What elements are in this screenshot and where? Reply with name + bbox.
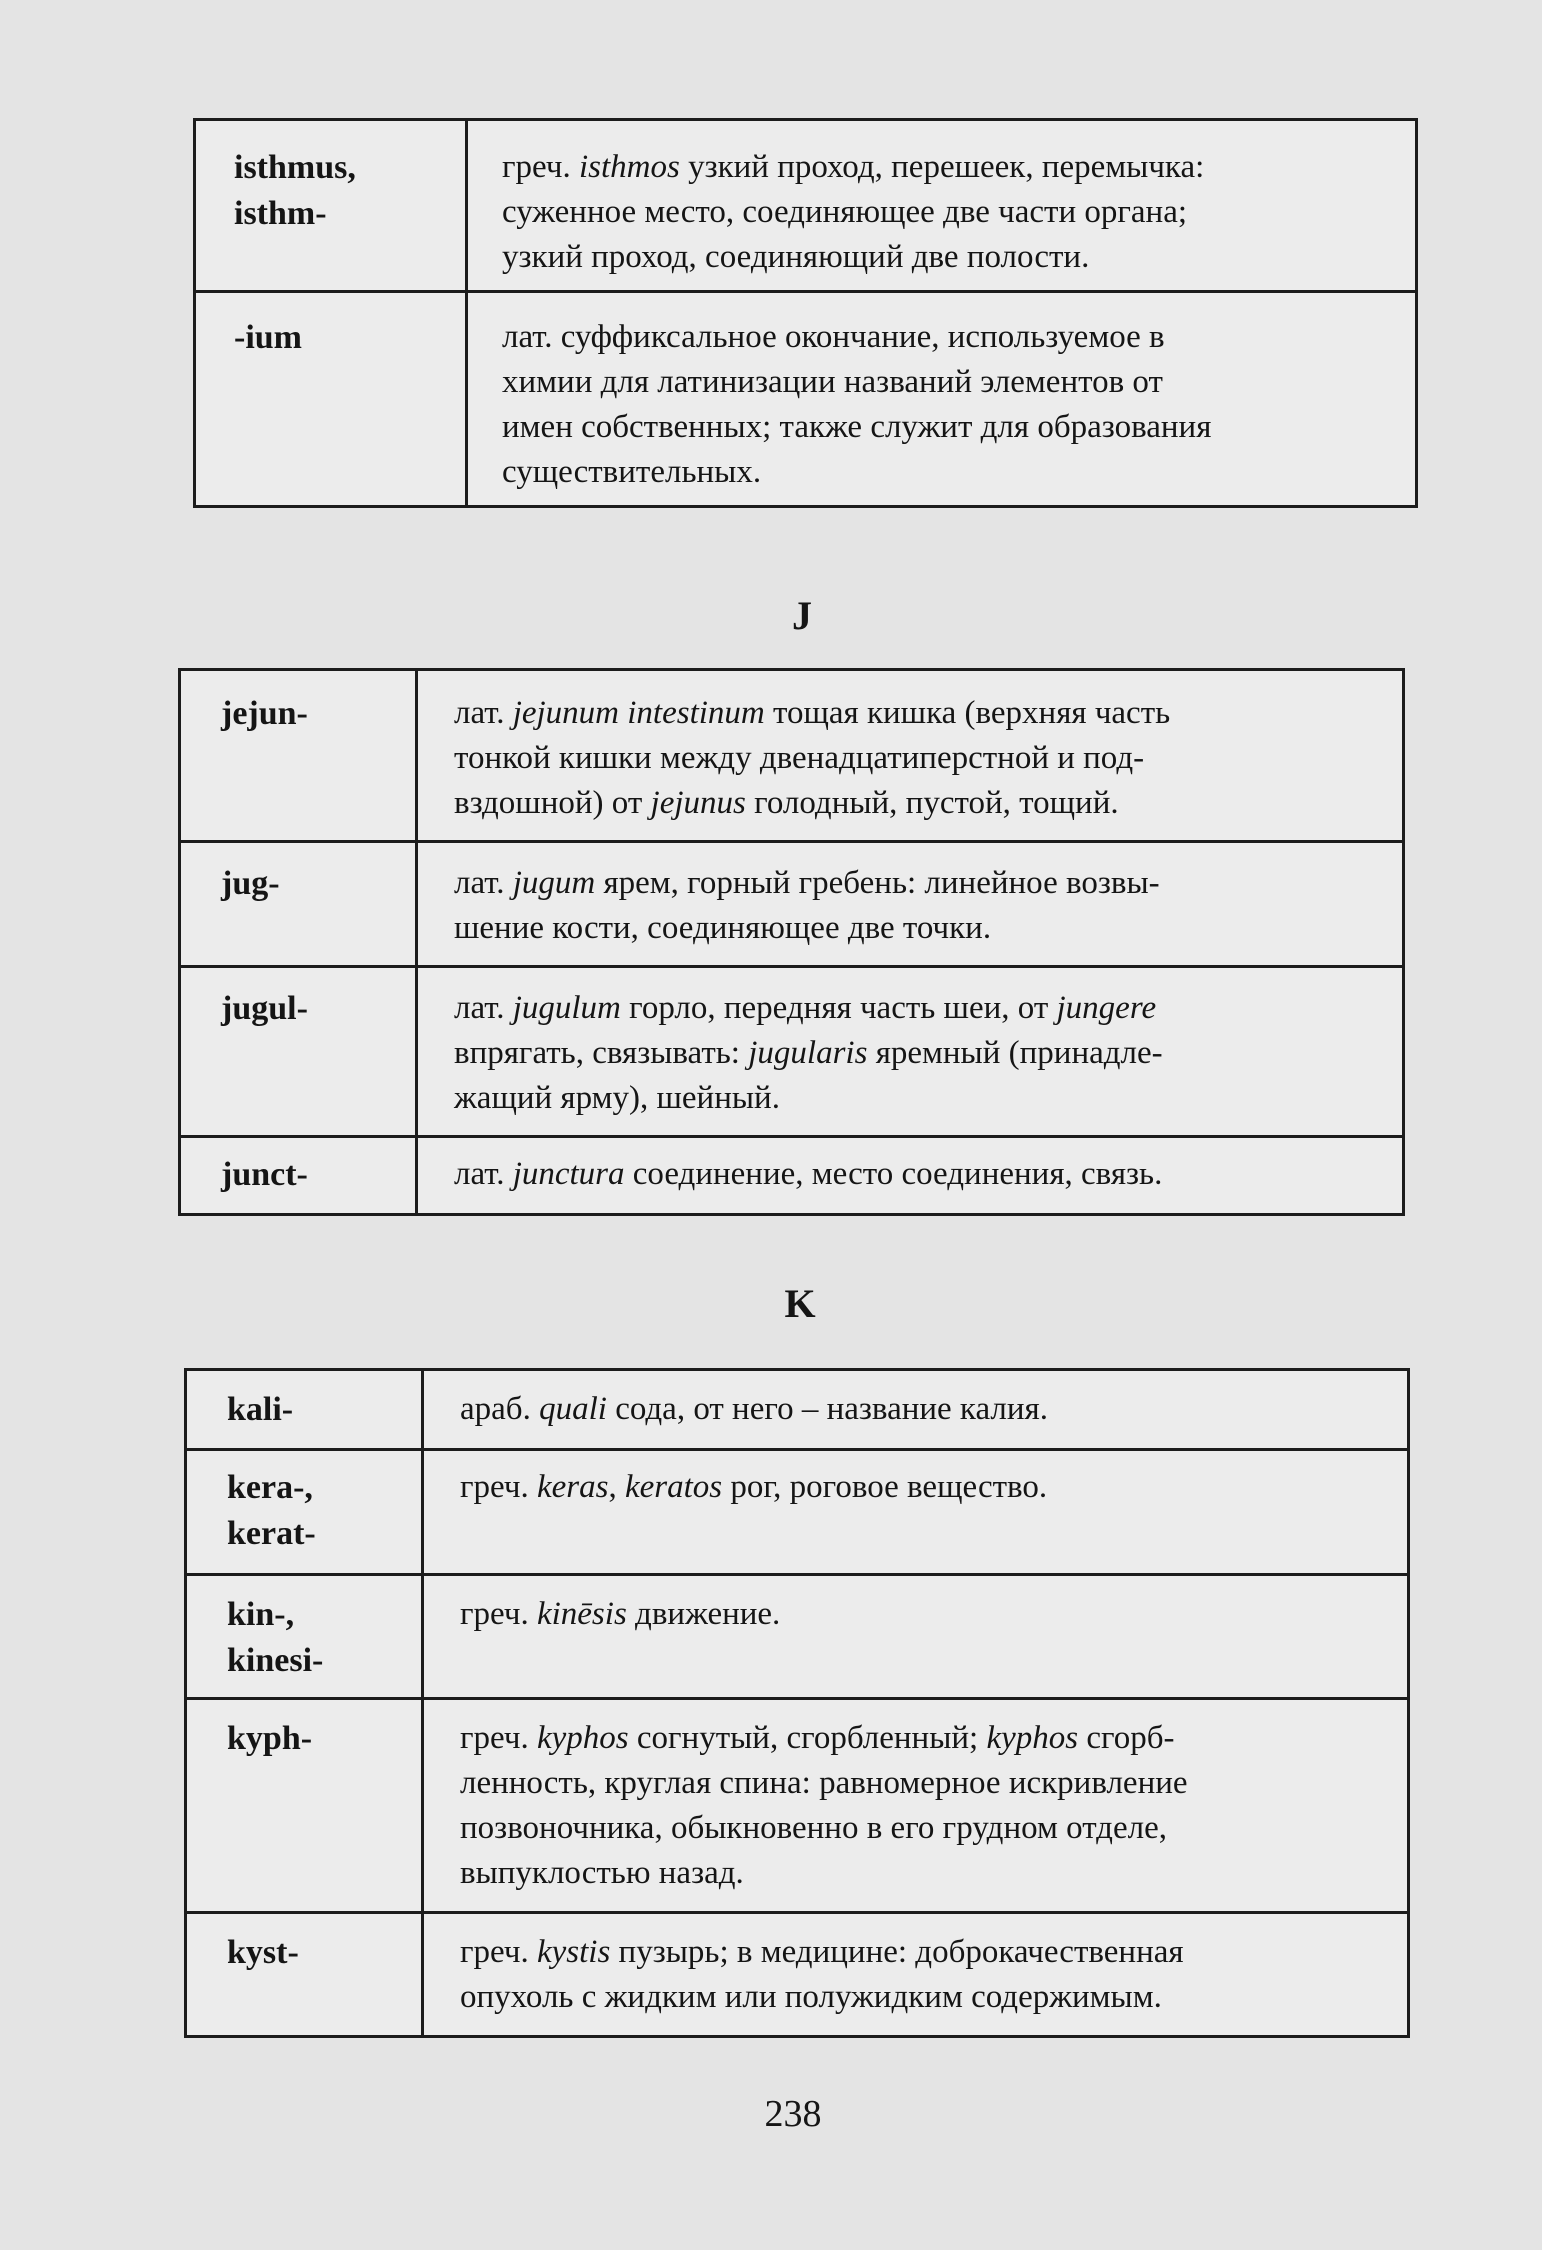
entry-term: [186, 1913, 423, 2037]
entry-row: [180, 1137, 1404, 1215]
entry-row: [186, 1699, 1409, 1913]
entry-term: [195, 120, 467, 292]
definition-text: выпуклостью назад.: [460, 1855, 744, 1891]
term-line: -ium: [234, 319, 302, 356]
definition-italic-term: keras: [536, 1469, 609, 1505]
entry-definition: [467, 120, 1417, 292]
entry-term: [180, 670, 417, 842]
definition-line: [454, 1076, 1402, 1121]
entry-row: [180, 670, 1404, 842]
definition-text: узкий проход, соединяющий две полости.: [502, 239, 1090, 275]
definition-italic-term: isthmos: [578, 149, 680, 185]
definition-line: [460, 1465, 1407, 1510]
entry-term: [180, 1137, 417, 1215]
entry-term: [186, 1699, 423, 1913]
definition-text: впрягать, связывать:: [454, 1035, 749, 1071]
definition-text: греч.: [460, 1469, 537, 1505]
definition-text: узкий проход, перешеек, перемычка:: [679, 149, 1205, 185]
definition-line: [460, 1930, 1407, 1975]
definition-text: греч.: [460, 1934, 537, 1970]
definition-line: [502, 450, 1415, 495]
entry-term: [180, 842, 417, 967]
entry-term: [186, 1370, 423, 1450]
section-letter-j: J: [792, 593, 812, 638]
entries-table-i: [193, 118, 1418, 508]
definition-text: лат.: [454, 1156, 513, 1192]
entry-row: [186, 1370, 1409, 1450]
definition-italic-term: jejunus: [650, 785, 746, 821]
term-line: isthm-: [234, 195, 327, 232]
definition-line: [454, 906, 1402, 951]
definition-italic-term: kystis: [536, 1934, 611, 1970]
definition-text: пузырь; в медицине: доброкачественная: [610, 1934, 1184, 1970]
definition-italic-term: jugulum: [512, 990, 621, 1026]
definition-text: согнутый, сгорбленный;: [628, 1720, 987, 1756]
entry-definition: [423, 1450, 1409, 1575]
definition-text: яремный (принадле-: [867, 1035, 1163, 1071]
definition-text: ленность, круглая спина: равномерное искривление: [460, 1765, 1188, 1801]
entry-row: [186, 1575, 1409, 1699]
entry-term: [186, 1450, 423, 1575]
definition-text: ,: [608, 1469, 625, 1505]
definition-italic-term: junctura: [512, 1156, 625, 1192]
term-line: kali-: [227, 1391, 294, 1428]
definition-line: [460, 1761, 1407, 1806]
entry-definition: [423, 1370, 1409, 1450]
entry-term: [195, 292, 467, 507]
definition-text: суженное место, соединяющее две части органа;: [502, 194, 1188, 230]
entries-table-k: [184, 1368, 1410, 2038]
definition-line: [460, 1592, 1407, 1637]
page-number: 238: [764, 2093, 822, 2135]
definition-italic-term: kinēsis: [536, 1596, 627, 1632]
definition-text: соединение, место соединения, связь.: [624, 1156, 1163, 1192]
definition-line: [454, 736, 1402, 781]
definition-text: горло, передняя часть шеи, от: [620, 990, 1057, 1026]
definition-line: [454, 861, 1402, 906]
term-line: jejun-: [221, 695, 308, 732]
term-line: kin-,: [227, 1596, 295, 1633]
term-line: jug-: [221, 865, 280, 902]
definition-text: лат.: [454, 865, 513, 901]
definition-text: лат. суффиксальное окончание, используемое в: [502, 319, 1165, 355]
entry-definition: [467, 292, 1417, 507]
definition-text: тонкой кишки между двенадцатиперстной и под-: [454, 740, 1145, 776]
term-line: jugul-: [221, 990, 308, 1027]
definition-text: голодный, пустой, тощий.: [745, 785, 1119, 821]
definition-line: [460, 1851, 1407, 1896]
definition-line: [454, 986, 1402, 1031]
definition-italic-term: jugum: [512, 865, 596, 901]
entry-definition: [423, 1699, 1409, 1913]
entry-row: [180, 842, 1404, 967]
term-line: isthmus,: [234, 149, 356, 186]
definition-text: движение.: [626, 1596, 781, 1632]
definition-line: [460, 1716, 1407, 1761]
definition-text: ярем, горный гребень: линейное возвы-: [595, 865, 1160, 901]
term-line: junct-: [221, 1156, 308, 1193]
definition-italic-term: keratos: [624, 1469, 723, 1505]
definition-line: [454, 1031, 1402, 1076]
definition-line: [502, 190, 1415, 235]
definition-text: греч.: [460, 1596, 537, 1632]
definition-text: позвоночника, обыкновенно в его грудном отделе,: [460, 1810, 1167, 1846]
term-line: kinesi-: [227, 1642, 324, 1679]
entry-definition: [417, 967, 1404, 1137]
definition-italic-term: kyphos: [536, 1720, 629, 1756]
term-line: kyst-: [227, 1934, 299, 1971]
definition-italic-term: jungere: [1056, 990, 1157, 1026]
section-letter-k: K: [784, 1281, 816, 1326]
definition-text: шение кости, соединяющее две точки.: [454, 910, 992, 946]
definition-text: имен собственных; также служит для образования: [502, 409, 1212, 445]
definition-line: [460, 1806, 1407, 1851]
term-line: kyph-: [227, 1720, 313, 1757]
entry-row: [195, 120, 1417, 292]
entry-definition: [417, 842, 1404, 967]
definition-text: опухоль с жидким или полужидким содержимым.: [460, 1979, 1162, 2015]
definition-line: [502, 235, 1415, 280]
definition-text: тощая кишка (верхняя часть: [764, 695, 1171, 731]
entry-row: [186, 1913, 1409, 2037]
entry-row: [186, 1450, 1409, 1575]
definition-text: химии для латинизации названий элементов от: [502, 364, 1163, 400]
definition-line: [502, 360, 1415, 405]
definition-text: сгорб-: [1078, 1720, 1175, 1756]
definition-text: греч.: [460, 1720, 537, 1756]
definition-line: [460, 1387, 1407, 1432]
entry-definition: [423, 1913, 1409, 2037]
entry-definition: [417, 670, 1404, 842]
definition-italic-term: jejunum intestinum: [512, 695, 765, 731]
definition-line: [502, 405, 1415, 450]
entry-row: [180, 967, 1404, 1137]
definition-italic-term: quali: [539, 1391, 607, 1427]
entry-definition: [423, 1575, 1409, 1699]
term-line: kerat-: [227, 1515, 316, 1552]
definition-line: [454, 1152, 1402, 1197]
definition-text: жащий ярму), шейный.: [454, 1080, 780, 1116]
definition-text: сода, от него – название калия.: [606, 1391, 1048, 1427]
definition-text: лат.: [454, 695, 513, 731]
entry-term: [180, 967, 417, 1137]
definition-text: вздошной) от: [454, 785, 651, 821]
definition-text: лат.: [454, 990, 513, 1026]
entry-definition: [417, 1137, 1404, 1215]
term-line: kera-,: [227, 1469, 313, 1506]
definition-text: греч.: [502, 149, 579, 185]
definition-text: араб.: [460, 1391, 540, 1427]
definition-line: [460, 1975, 1407, 2020]
entry-row: [195, 292, 1417, 507]
definition-italic-term: jugularis: [748, 1035, 868, 1071]
definition-italic-term: kyphos: [986, 1720, 1079, 1756]
entries-table-j: [178, 668, 1405, 1216]
definition-text: существительных.: [502, 454, 762, 490]
definition-line: [454, 781, 1402, 826]
definition-text: рог, роговое вещество.: [722, 1469, 1048, 1505]
definition-line: [454, 691, 1402, 736]
entry-term: [186, 1575, 423, 1699]
definition-line: [502, 145, 1415, 190]
definition-line: [502, 315, 1415, 360]
